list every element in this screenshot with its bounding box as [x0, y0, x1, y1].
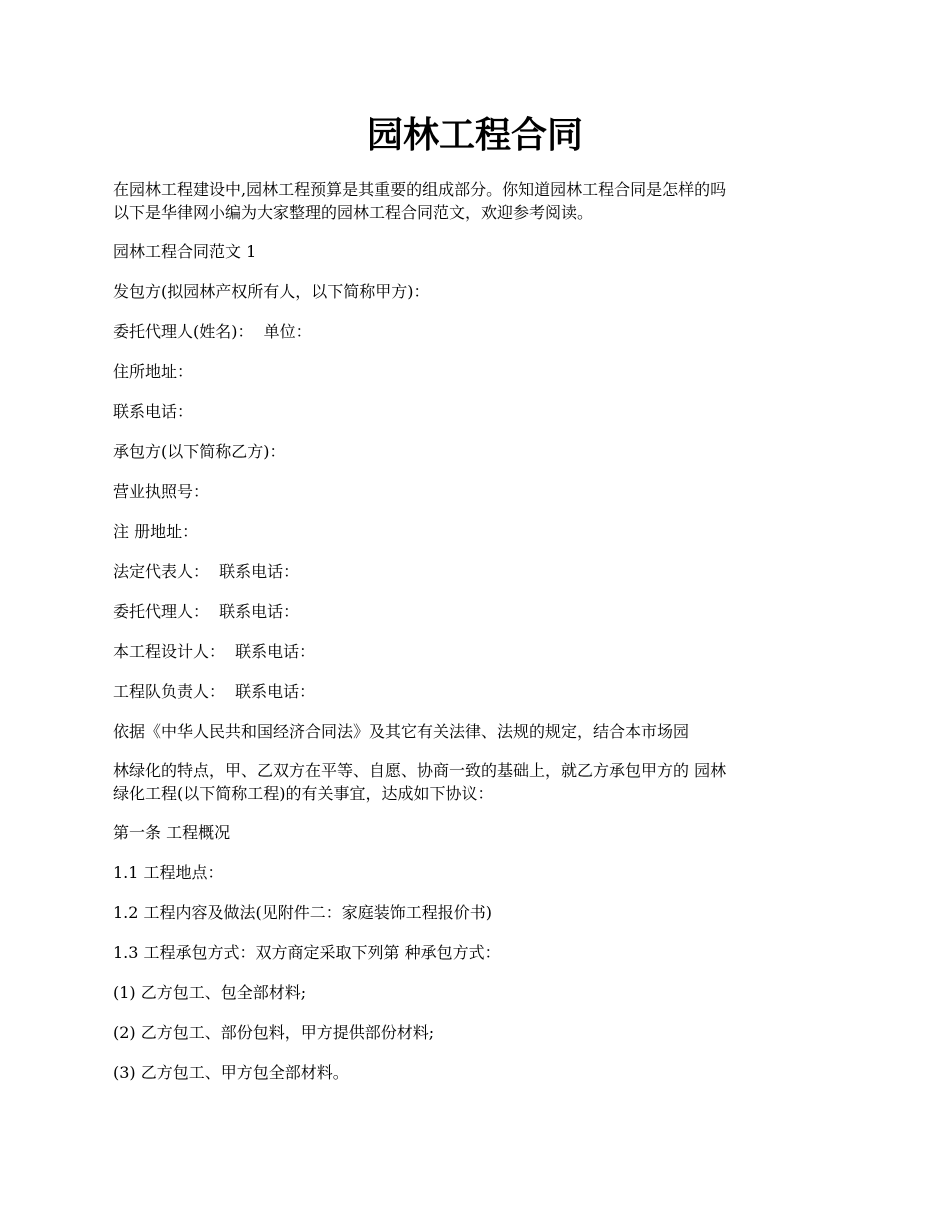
document-body	[113, 178, 843, 1100]
legal-representative-line: 法定代表人： 联系电话：	[113, 562, 300, 581]
option-2: (2) 乙方包工、部份包料，甲方提供部份材料;	[113, 1023, 435, 1042]
party-a-phone-line: 联系电话：	[113, 402, 194, 421]
party-a-address-line: 住所地址：	[113, 362, 194, 381]
designer-line: 本工程设计人： 联系电话：	[113, 642, 316, 661]
clause-1-3: 1.3 工程承包方式：双方商定采取下列第 种承包方式：	[113, 943, 501, 962]
document-title: 园林工程合同	[366, 115, 583, 156]
business-license-line: 营业执照号：	[113, 482, 210, 501]
clause-1-2: 1.2 工程内容及做法(见附件二：家庭装饰工程报价书)	[113, 903, 493, 922]
party-b-agent-line: 委托代理人： 联系电话：	[113, 602, 300, 621]
agreement-line-1: 林绿化的特点，甲、乙双方在平等、自愿、协商一致的基础上，就乙方承包甲方的 园林	[113, 761, 727, 780]
option-1: (1) 乙方包工、包全部材料;	[113, 983, 307, 1002]
agreement-line-2: 绿化工程(以下简称工程)的有关事宜，达成如下协议：	[113, 784, 494, 803]
section-heading-sample-1: 园林工程合同范文 1	[113, 242, 257, 261]
agreement-paragraph	[113, 759, 843, 805]
party-b-line: 承包方(以下简称乙方)：	[113, 442, 286, 461]
clause-1-1: 1.1 工程地点：	[113, 863, 224, 882]
party-a-agent-line: 委托代理人(姓名)： 单位：	[113, 322, 312, 341]
intro-line-2: 以下是华律网小编为大家整理的园林工程合同范文，欢迎参考阅读。	[113, 203, 594, 222]
party-a-line: 发包方(拟园林产权所有人，以下简称甲方)：	[113, 282, 430, 301]
option-3: (3) 乙方包工、甲方包全部材料。	[113, 1063, 349, 1082]
intro-paragraph	[113, 178, 843, 224]
intro-line-1: 在园林工程建设中,园林工程预算是其重要的组成部分。你知道园林工程合同是怎样的吗	[113, 180, 727, 199]
team-lead-line: 工程队负责人： 联系电话：	[113, 682, 316, 701]
registered-address-line: 注 册地址：	[113, 522, 199, 541]
article-1-heading: 第一条 工程概况	[113, 823, 231, 842]
legal-basis-line: 依据《中华人民共和国经济合同法》及其它有关法律、法规的规定，结合本市场园	[113, 722, 690, 741]
